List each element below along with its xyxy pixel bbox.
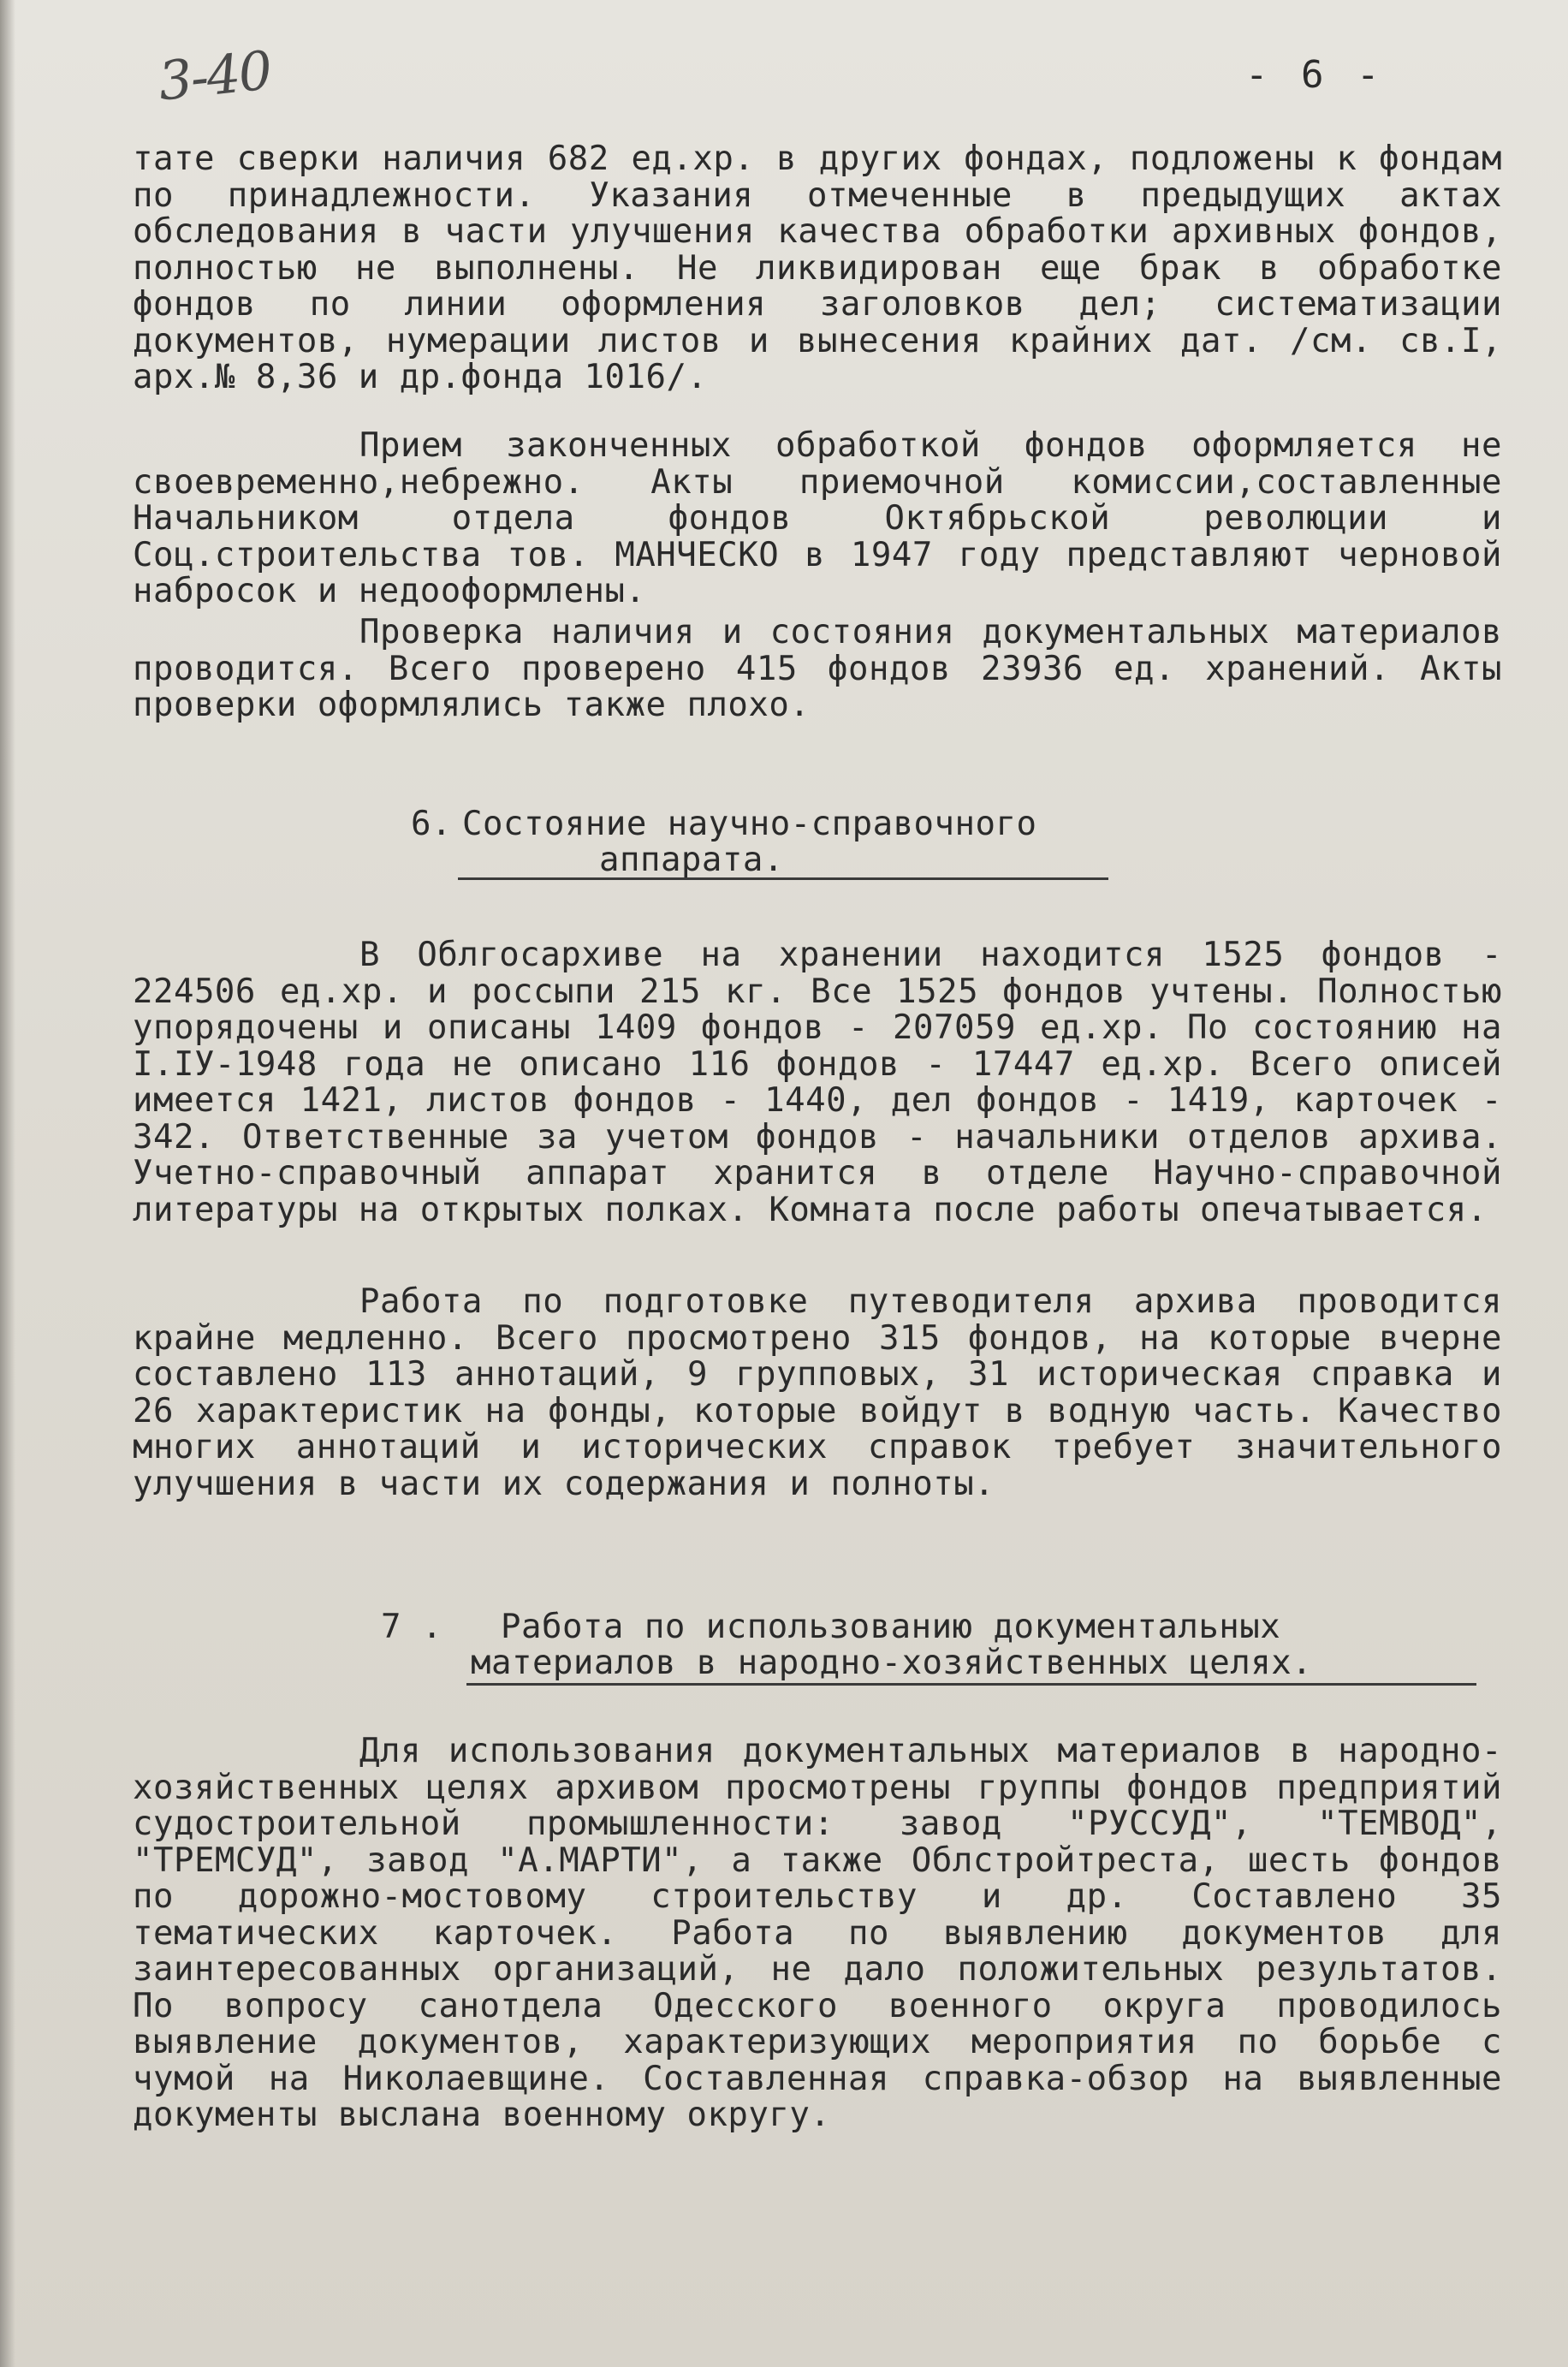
paragraph-inspection: Проверка наличия и состояния документальных материалов проводится. Всего проверено 415 фондов 23936 ед. хранений. Акты проверки оформлялись также плохо. — [133, 613, 1502, 724]
section-6-title-line1: Состояние научно-справочного — [462, 805, 1037, 843]
section-7-title-line1: Работа по использованию документальных — [501, 1608, 1281, 1646]
section-6-title-line2: аппарата. — [599, 841, 784, 879]
section-7-underline — [466, 1683, 1476, 1686]
section-6-number: 6. — [411, 805, 452, 843]
handwritten-annotation: 3-40 — [155, 39, 274, 113]
paragraph-usage: Для использования документальных материалов в народно-хозяйственных целях архивом просмотрены группы фондов предприятий судостроительной промышленности: завод "РУССУД", "ТЕМВОД", "ТРЕМСУД", завод "А.МАРТИ", а также Облстройтреста, шесть фондов по дорожно-мостовому строительству и др. Составлено 35 тематических карточек. Работа по выявлению документов для заинтересованных организаций, не дало положительных результатов. По вопросу санотдела Одесского военного округа проводилось выявление документов, характеризующих мероприятия по борьбе с чумой на Николаевщине. Составленная справка-обзор на выявленные документы выслана военному округу. — [133, 1732, 1502, 2134]
paragraph-holdings: В Облгосархиве на хранении находится 1525 фондов - 224506 ед.хр. и россыпи 215 кг. Все 1525 фондов учтены. Полностью упорядочены и описаны 1409 фондов - 207059 ед.хр. По состоянию на I.IУ-1948 года не описано 116 фондов - 17447 ед.хр. Всего описей имеется 1421, листов фондов - 1440, дел фондов - 1419, карточек - 342. Ответственные за учетом фондов - начальники отделов архива. Учетно-справочный аппарат хранится в отделе Научно-справочной литературы на открытых полках. Комната после работы опечатывается. — [133, 936, 1502, 1229]
paragraph-continuation: тате сверки наличия 682 ед.хр. в других фондах, подложены к фондам по принадлежности. Указания отмеченные в предыдущих актах обследования в части улучшения качества обработки архивных фондов, полностью не выполнены. Не ликвидирован еще брак в обработке фондов по линии оформления заголовков дел; систематизации документов, нумерации листов и вынесения крайних дат. /см. св.I, арх.№ 8,36 и др.фонда 1016/. — [133, 140, 1502, 396]
page-number: - 6 - — [1245, 53, 1385, 97]
section-7-title-line2: материалов в народно-хозяйственных целях. — [471, 1644, 1313, 1682]
paragraph-guide: Работа по подготовке путеводителя архива проводится крайне медленно. Всего просмотрено 315 фондов, на которые вчерне составлено 113 аннотаций, 9 групповых, 31 историческая справка и 26 характеристик на фонды, которые войдут в водную часть. Качество многих аннотаций и исторических справок требует значительного улучшения в части их содержания и полноты. — [133, 1282, 1502, 1503]
section-7-number: 7 . — [381, 1608, 442, 1646]
section-6-underline — [458, 877, 1108, 880]
paragraph-acceptance: Прием законченных обработкой фондов оформляется не своевременно,небрежно. Акты приемочной комиссии,составленные Начальником отдела фондов Октябрьской революции и Соц.строительства тов. МАНЧЕСКО в 1947 году представляют черновой набросок и недооформлены. — [133, 426, 1502, 610]
